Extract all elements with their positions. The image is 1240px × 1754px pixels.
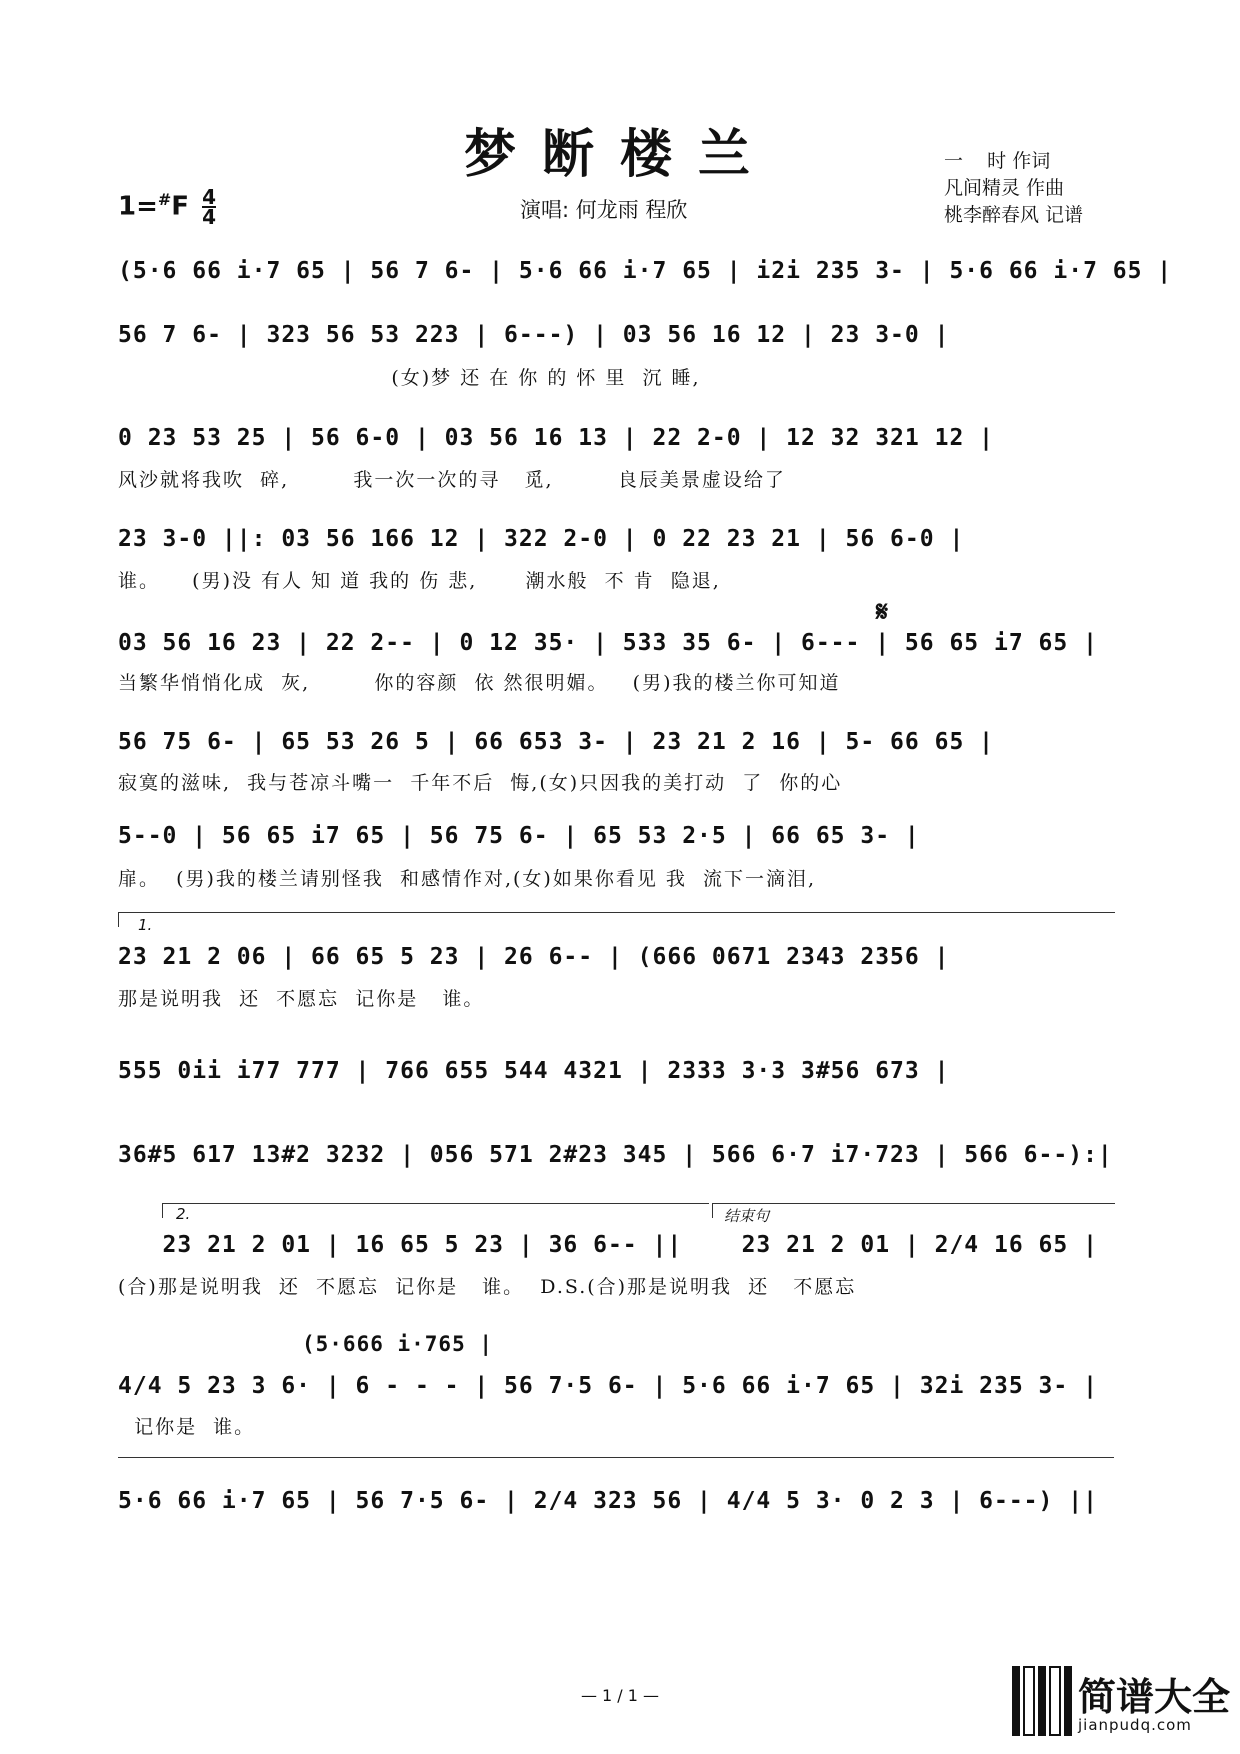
notation-row-5: 03 56 16 23 | 22 2-- | 0 12 35· | 533 35 6- | 6--- | 56 65 i7 65 | [118, 630, 1098, 656]
lyric-row-3: 风沙就将我吹 碎, 我一次一次的寻 觅, 良辰美景虚设给了 [118, 469, 786, 491]
key-note: F [171, 191, 190, 222]
logo-url: jianpudq.com [1078, 1716, 1192, 1734]
segno-sign: 𝄋 [876, 595, 889, 628]
site-logo [1012, 1666, 1230, 1744]
notation-row-12: 4/4 5 23 3 6· | 6 - - - | 56 7·5 6- | 5·6 66 i·7 65 | 32i 235 3- | [118, 1373, 1098, 1399]
notation-row-11: 23 21 2 01 | 16 65 5 23 | 36 6-- || 23 21 2 01 | 2/4 16 65 | [118, 1232, 1098, 1258]
volta-2-label: 2. [176, 1205, 191, 1223]
piano-icon [1012, 1666, 1072, 1736]
time-denominator: 4 [202, 205, 217, 229]
time-numerator: 4 [202, 185, 217, 209]
volta-bracket-2 [162, 1203, 709, 1218]
time-signature [202, 185, 217, 229]
key-accidental: # [157, 189, 172, 209]
lyric-row-2: (女)梦 还 在 你 的 怀 里 沉 睡, [118, 367, 701, 389]
notation-row-2: 56 7 6- | 323 56 53 223 | 6---) | 03 56 16 12 | 23 3-0 | [118, 322, 950, 348]
key-label: 1= [118, 191, 158, 222]
transcriber-credit: 桃李醉春风 记谱 [944, 204, 1084, 226]
volta-1-label: 1. [138, 916, 153, 934]
notation-row-4: 23 3-0 ||: 03 56 166 12 | 322 2-0 | 0 22 23 21 | 56 6-0 | [118, 526, 965, 552]
notation-row-3: 0 23 53 25 | 56 6-0 | 03 56 16 13 | 22 2-0 | 12 32 321 12 | [118, 425, 994, 451]
lyric-row-8: 那是说明我 还 不愿忘 记你是 谁。 [118, 988, 485, 1010]
notation-row-10: 36#5 617 13#2 3232 | 056 571 2#23 345 | 566 6·7 i7·723 | 566 6--):| [118, 1142, 1113, 1168]
notation-row-7: 5--0 | 56 65 i7 65 | 56 75 6- | 65 53 2·5 | 66 65 3- | [118, 823, 920, 849]
page-number: — 1 / 1 — [580, 1686, 660, 1705]
lyric-row-11: (合)那是说明我 还 不愿忘 记你是 谁。 D.S.(合)那是说明我 还 不愿忘 [118, 1276, 857, 1298]
volta-bracket-1 [118, 912, 1115, 927]
singer-credit: 演唱: 何龙雨 程欣 [520, 198, 688, 222]
lyricist-credit: 一 时 作词 [944, 150, 1051, 172]
ending-bracket [712, 1203, 1115, 1218]
lyric-row-5: 当繁华悄悄化成 灰, 你的容颜 依 然很明媚。 (男)我的楼兰你可知道 [118, 672, 841, 694]
system-divider [118, 1457, 1114, 1472]
song-title: 梦断楼兰 [463, 124, 776, 185]
notation-row-1: (5·6 66 i·7 65 | 56 7 6- | 5·6 66 i·7 65 | i2i 235 3- | 5·6 66 i·7 65 | [118, 258, 1173, 284]
composer-credit: 凡间精灵 作曲 [944, 177, 1065, 199]
ending-label: 结束句 [724, 1207, 770, 1225]
lyric-row-7: 扉。 (男)我的楼兰请别怪我 和感情作对,(女)如果你看见 我 流下一滴泪, [118, 868, 817, 890]
notation-row-9: 555 0ii i77 777 | 766 655 544 4321 | 2333 3·3 3#56 673 | [118, 1058, 950, 1084]
lyric-row-6: 寂寞的滋味, 我与苍凉斗嘴一 千年不后 悔,(女)只因我的美打动 了 你的心 [118, 772, 843, 794]
notation-row-8: 23 21 2 06 | 66 65 5 23 | 26 6-- | (666 0671 2343 2356 | [118, 944, 950, 970]
credits [944, 148, 1083, 229]
ossia-notation: (5·666 i·765 | [302, 1332, 494, 1356]
key-signature [118, 185, 217, 229]
notation-row-6: 56 75 6- | 65 53 26 5 | 66 653 3- | 23 21 2 16 | 5- 66 65 | [118, 729, 994, 755]
logo-text: 简谱大全 [1078, 1675, 1231, 1719]
lyric-row-12: 记你是 谁。 [118, 1416, 256, 1438]
lyric-row-4: 谁。 (男)没 有人 知 道 我的 伤 悲, 潮水般 不 肯 隐退, [118, 570, 721, 592]
notation-row-13: 5·6 66 i·7 65 | 56 7·5 6- | 2/4 323 56 | 4/4 5 3· 0 2 3 | 6---) || [118, 1488, 1098, 1514]
